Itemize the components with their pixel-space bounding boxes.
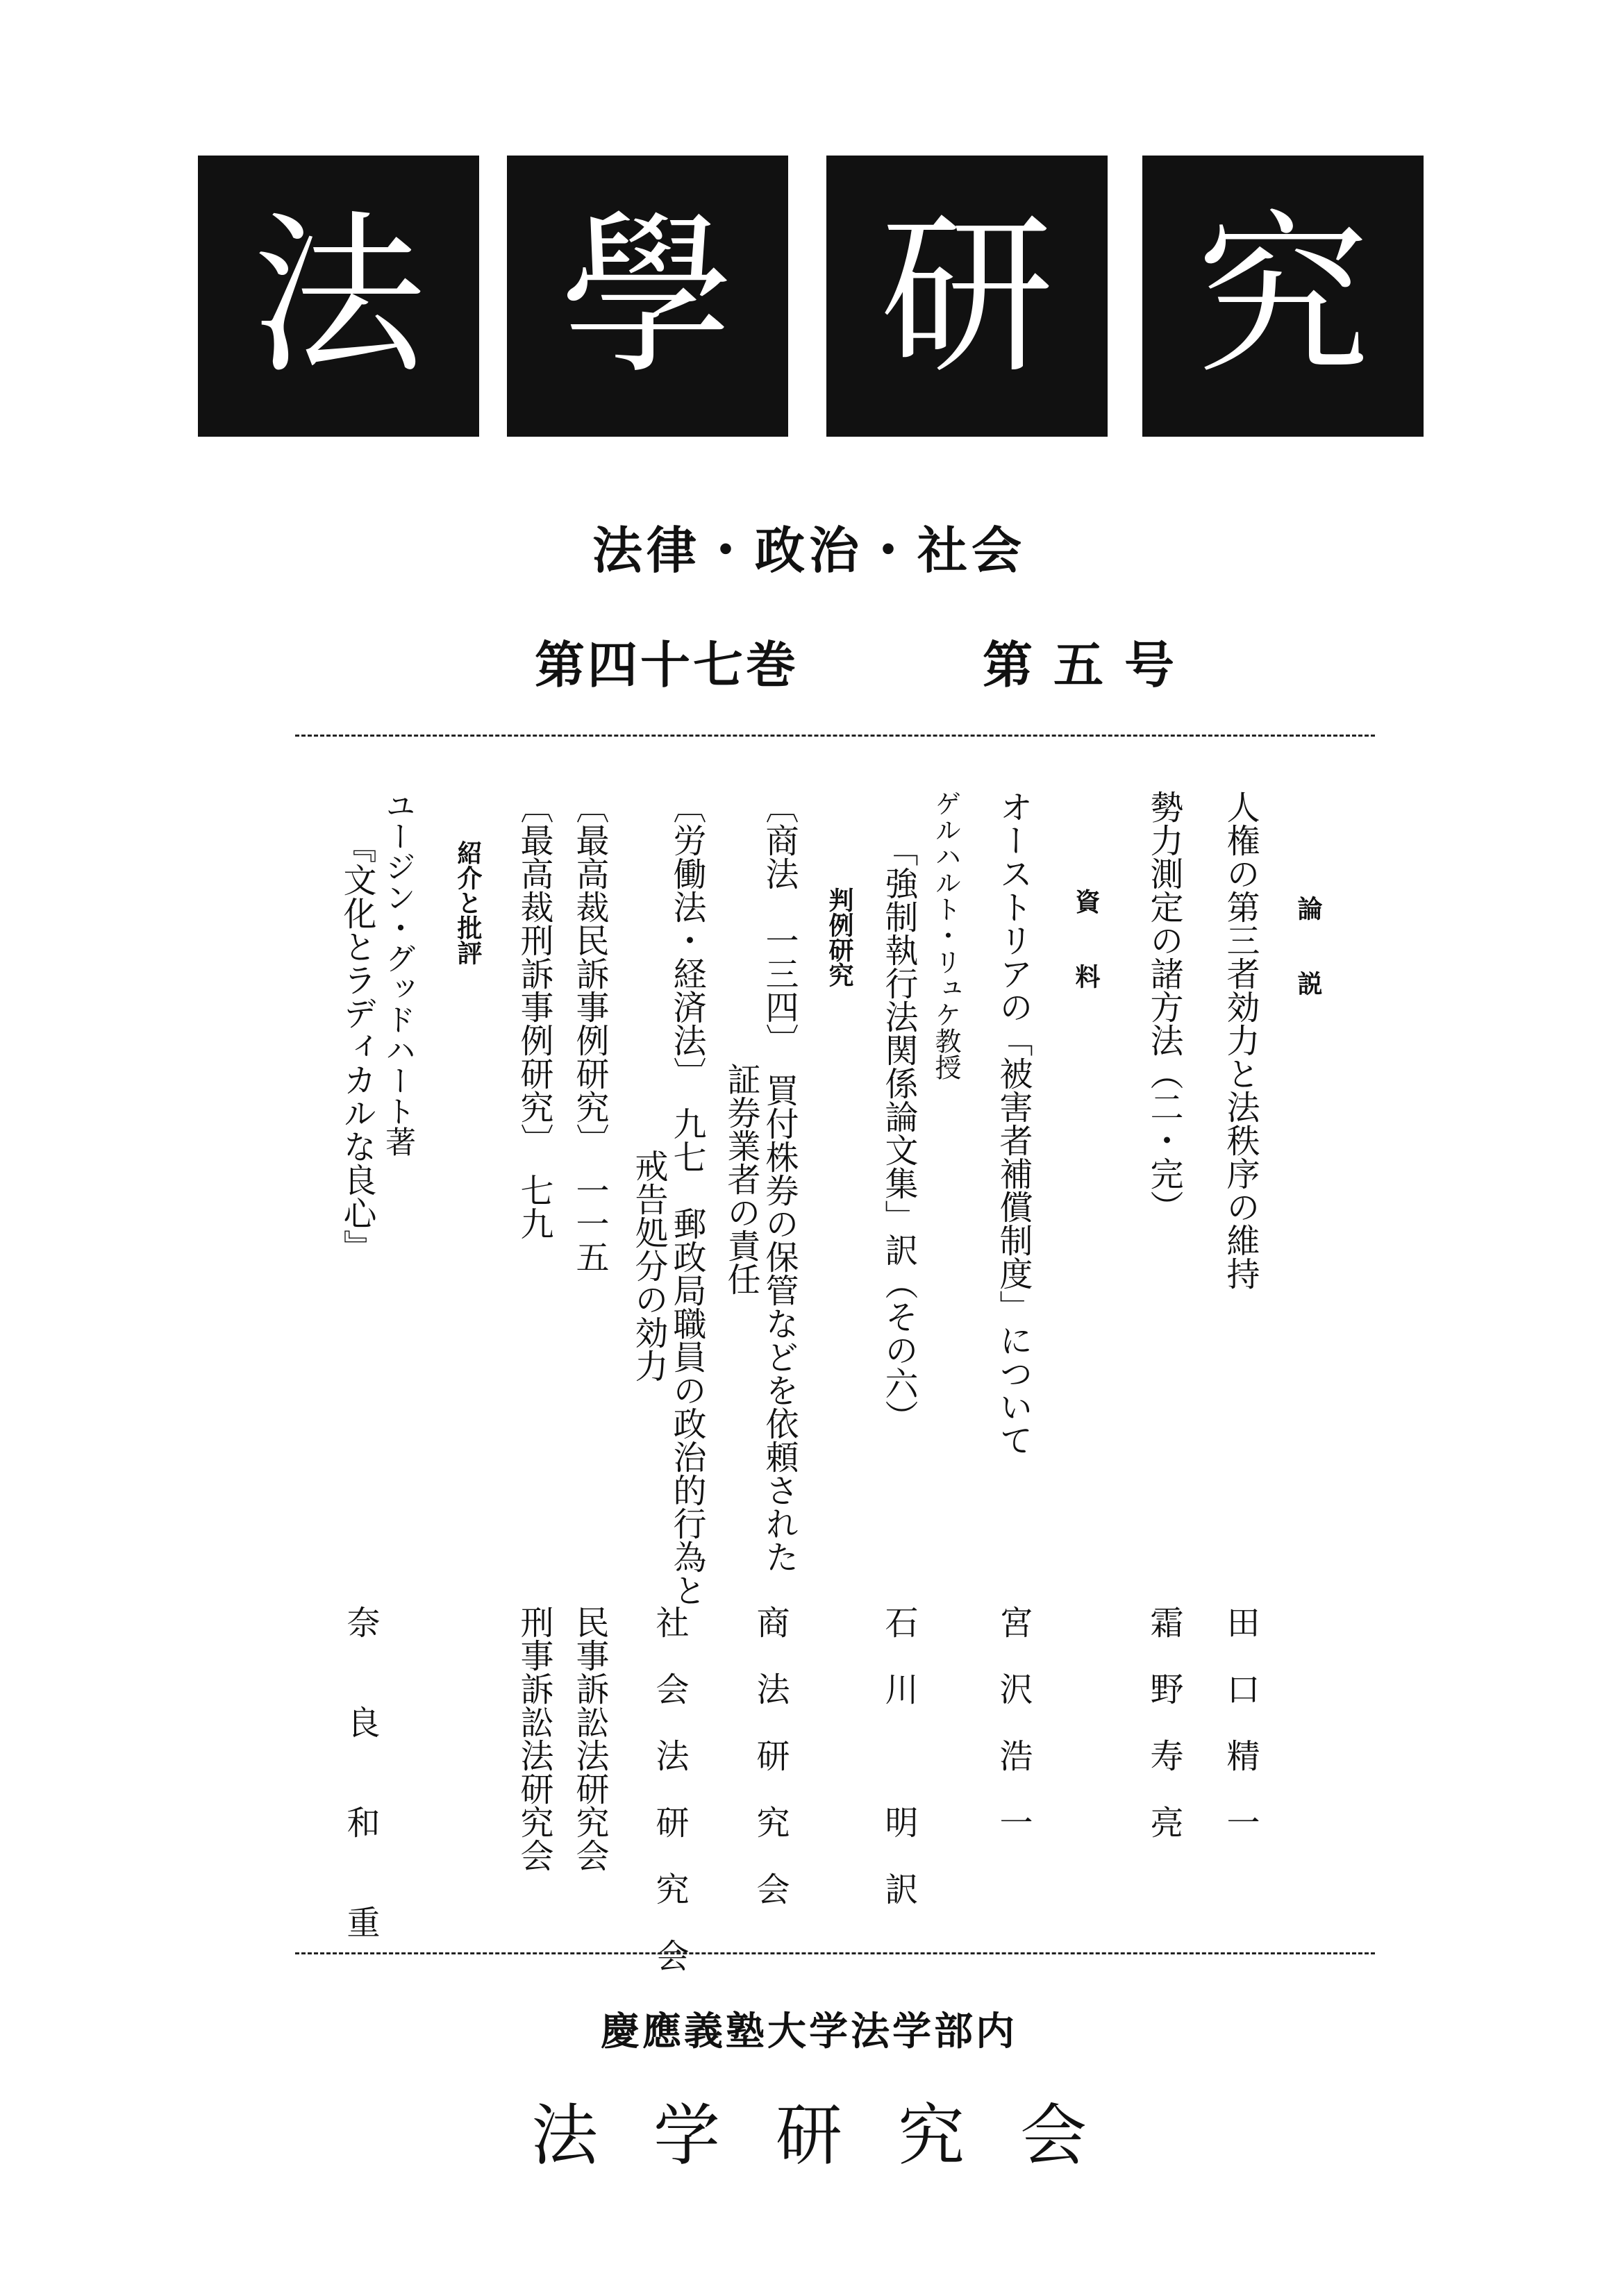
article-title-3: オーストリアの「被害者補償制度」について (994, 790, 1033, 1457)
masthead-char-4: 究 (1142, 156, 1424, 437)
article-author-4: 石 川 明 訳 (879, 1605, 918, 1905)
review-author: 奈 良 和 重 (341, 1605, 380, 1938)
article-author-1: 田 口 精 一 (1221, 1605, 1260, 1838)
section-heading-shiryo: 資 料 (1071, 889, 1100, 989)
case-1-line2: 証券業者の責任 (722, 1062, 760, 1296)
masthead-char-3: 研 (826, 156, 1108, 437)
case-3-author: 民事訴訟法研究会 (570, 1605, 609, 1872)
case-1-author: 商 法 研 究 会 (751, 1605, 790, 1905)
case-2-line1: 〔労働法・経済法〕 九七 郵政局職員の政治的行為と (667, 790, 706, 1607)
article-title-4-line1: ゲルハルト・リュケ教授 (931, 790, 961, 1080)
case-1-line1: 〔商法 一三四〕 買付株券の保管などを依頼された (760, 790, 799, 1573)
review-line2: 『文化とラディカルな良心』 (337, 830, 376, 1263)
bottom-divider (295, 1952, 1375, 1954)
publisher-affiliation: 慶應義塾大学法学部内 (601, 2009, 1017, 2054)
section-heading-hanrei: 判例研究 (825, 887, 853, 987)
case-2-author: 社 会 法 研 究 会 (650, 1605, 689, 1972)
review-line1: ユージン・グッドハート著 (380, 790, 415, 1157)
masthead-char-1: 法 (198, 156, 479, 437)
journal-subtitle: 法律・政治・社会 (592, 521, 1026, 580)
section-heading-ronsetsu: 論 説 (1294, 896, 1322, 996)
top-divider (295, 735, 1375, 737)
case-2-line2: 戒告処分の効力 (629, 1149, 668, 1382)
case-4-author: 刑事訴訟法研究会 (515, 1605, 553, 1872)
article-title-4-line2: 「強制執行法関係論文集」訳（その六） (879, 833, 918, 1433)
article-title-2: 勢力測定の諸方法（二・完） (1144, 790, 1183, 1223)
article-author-3: 宮 沢 浩 一 (994, 1605, 1033, 1838)
section-heading-shokai: 紹介と批評 (453, 840, 482, 965)
publisher-name: 法学研究会 (531, 2097, 1142, 2175)
masthead (198, 156, 1406, 440)
article-title-1: 人権の第三者効力と法秩序の維持 (1221, 790, 1260, 1290)
article-author-2: 霜 野 寿 亮 (1144, 1605, 1183, 1838)
masthead-char-2: 學 (507, 156, 788, 437)
issue-number: 第五号 (983, 636, 1196, 694)
volume-number: 第四十七巻 (535, 636, 799, 694)
case-3-line1: 〔最高裁民訴事例研究〕 一一五 (570, 790, 609, 1273)
case-4-line1: 〔最高裁刑訴事例研究〕 七九 (515, 790, 553, 1240)
